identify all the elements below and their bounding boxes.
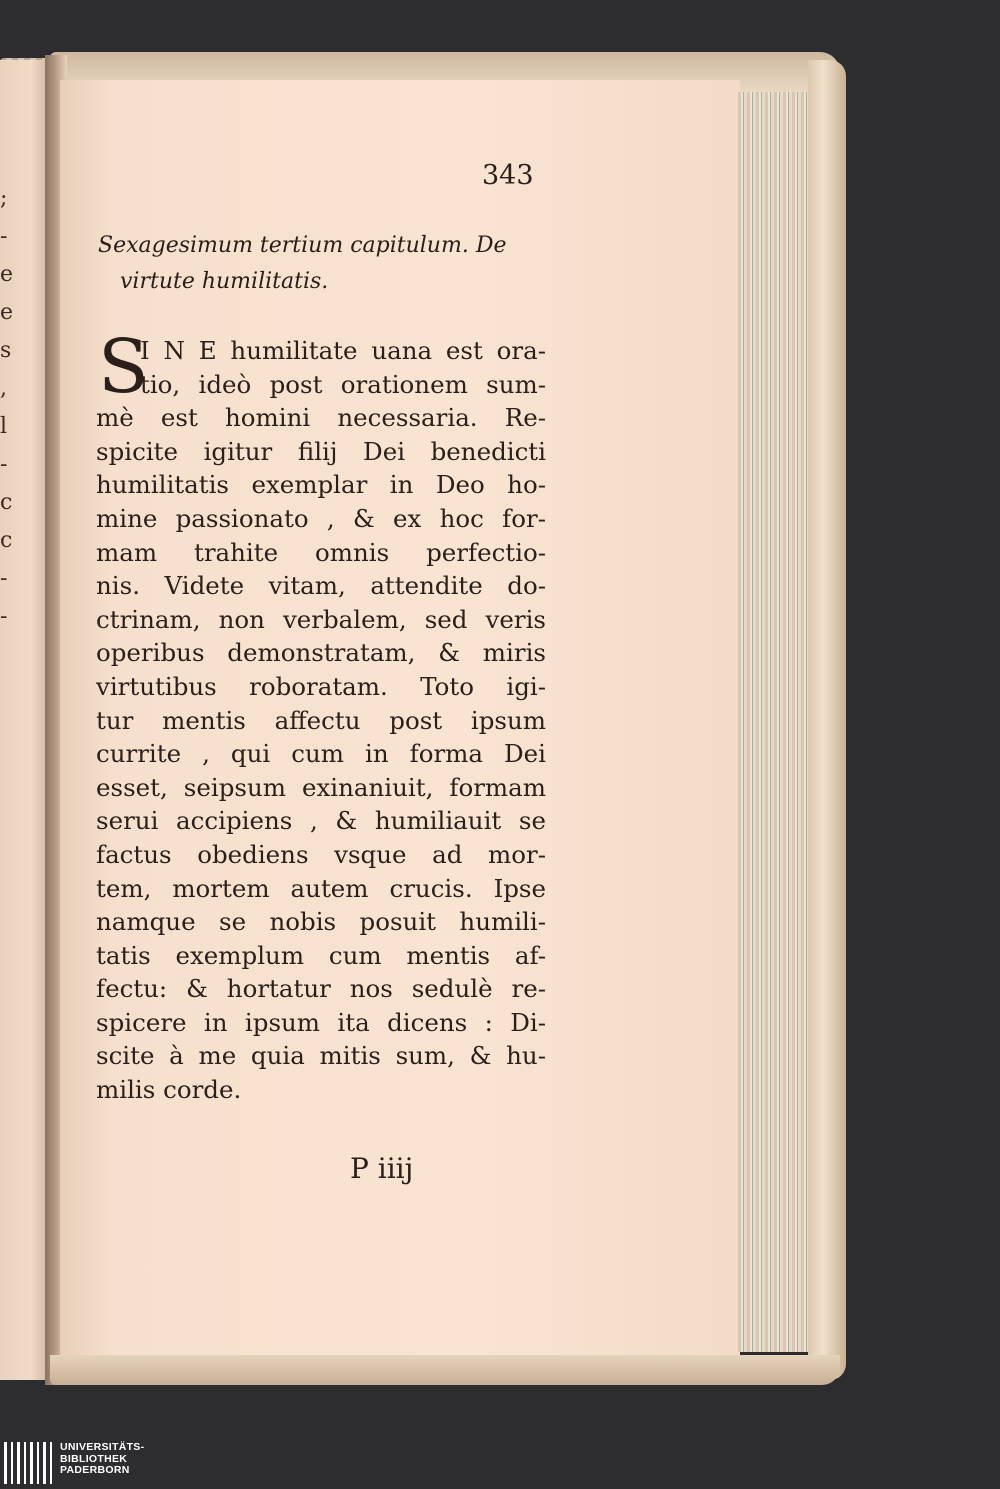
text-line: fectu: & hortatur nos sedulè re- (96, 974, 546, 1004)
logo-line: BIBLIOTHEK (60, 1452, 128, 1465)
left-mark: - (0, 224, 8, 249)
text-line: tio, ideò post orationem sum- (140, 369, 546, 399)
left-mark: e (0, 262, 14, 287)
text-line: mè est homini necessaria. Re- (96, 403, 546, 433)
book-back-cover (808, 60, 846, 1380)
text-line: spicite igitur filij Dei benedicti (96, 436, 546, 466)
book-cover-bottom (50, 1355, 840, 1385)
left-page-marks (0, 180, 24, 880)
page-block-edge (738, 92, 810, 1352)
left-mark: - (0, 452, 8, 477)
left-mark: - (0, 604, 8, 629)
left-mark: e (0, 300, 14, 325)
text-line: spicere in ipsum ita dicens : Di- (96, 1007, 546, 1037)
text-line: humilitatis exemplar in Deo ho- (96, 470, 546, 500)
text-line: tur mentis affectu post ipsum (96, 705, 546, 735)
text-line: serui accipiens , & humiliauit se (96, 806, 546, 836)
logo-line: PADERBORN (60, 1464, 130, 1476)
text-line: virtutibus roboratam. Toto igi- (96, 671, 546, 701)
signature-mark: P iiij (350, 1152, 414, 1185)
left-mark: c (0, 490, 13, 515)
text-line: currite , qui cum in forma Dei (96, 739, 546, 769)
text-line: factus obediens vsque ad mor- (96, 839, 546, 869)
heading-line: virtute humilitatis. (120, 269, 329, 294)
heading-line: Sexagesimum tertium capitulum. De (98, 233, 507, 258)
page-number: 343 (482, 160, 534, 191)
drop-cap: S (98, 324, 149, 410)
left-mark: , (0, 376, 7, 401)
text-line: operibus demonstratam, & miris (96, 638, 546, 668)
left-mark: c (0, 528, 13, 553)
footer-bar (0, 1440, 1000, 1489)
text-line: ctrinam, non verbalem, sed veris (96, 604, 546, 634)
chapter-heading (98, 228, 548, 300)
library-logo-text (60, 1442, 144, 1477)
text-line: tatis exemplum cum mentis af- (96, 940, 546, 970)
text-line: mine passionato , & ex hoc for- (96, 503, 546, 533)
text-line: mam trahite omnis perfectio- (96, 537, 546, 567)
left-mark: s (0, 338, 12, 363)
library-logo-icon (4, 1442, 52, 1484)
text-line: esset, seipsum exinaniuit, formam (96, 772, 546, 802)
text-line: scite à me quia mitis sum, & hu- (96, 1041, 546, 1071)
text-line: nis. Videte vitam, attendite do- (96, 571, 546, 601)
left-mark: - (0, 566, 8, 591)
left-mark: l (0, 414, 8, 439)
text-line: tem, mortem autem crucis. Ipse (96, 873, 546, 903)
body-text (96, 334, 546, 1107)
text-line: namque se nobis posuit humili- (96, 907, 546, 937)
logo-line: UNIVERSITÄTS- (60, 1441, 145, 1453)
text-line: milis corde. (96, 1075, 242, 1105)
text-line: I N E humilitate uana est ora- (140, 336, 546, 365)
left-mark: ; (0, 186, 8, 211)
